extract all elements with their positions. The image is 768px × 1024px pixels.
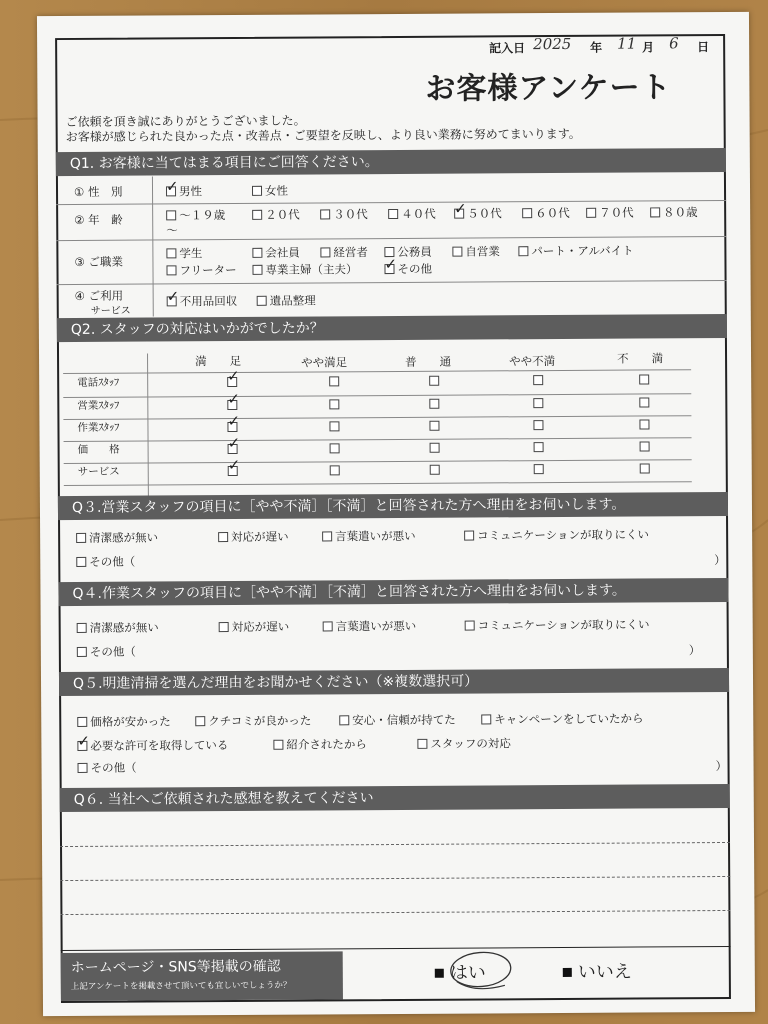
sns-consent-subtitle: 上記アンケートを掲載させて頂いても宜しいでしょうか？ xyxy=(70,980,292,992)
q2-row-label: 営業ｽﾀｯﾌ xyxy=(77,399,120,412)
option-part-time[interactable] xyxy=(518,243,633,260)
date-day: 6 xyxy=(669,34,679,53)
month-unit: 月 xyxy=(642,40,655,55)
year-unit: 年 xyxy=(590,40,603,55)
q2-rating-checkbox[interactable] xyxy=(533,398,543,408)
option-male-label: 男性 xyxy=(178,184,203,199)
q1-occupation-label: ③ ご職業 xyxy=(74,254,123,269)
option-homemaker[interactable] xyxy=(252,261,357,278)
page-title: お客様アンケート xyxy=(425,70,672,107)
checkbox-male[interactable] xyxy=(166,186,176,196)
q2-rating-checkbox[interactable] xyxy=(430,465,440,475)
option-freeter[interactable] xyxy=(166,262,236,278)
checkbox-occupation-other[interactable] xyxy=(384,264,394,274)
sns-consent-title: ホームページ・SNS等掲載の確認 xyxy=(70,958,281,976)
q3-option-unclean-label: 清潔感が無い xyxy=(89,530,159,545)
checkbox-q5-cheap[interactable] xyxy=(77,717,87,727)
q3-option-slow[interactable] xyxy=(218,529,289,545)
q5-option-campaign-label: キャンペーンをしていたから xyxy=(494,711,644,727)
checkbox-self-employed[interactable] xyxy=(452,247,462,257)
checkbox-age-50s[interactable] xyxy=(454,209,464,219)
checkbox-q5-referral[interactable] xyxy=(273,740,283,750)
q5-option-reviews[interactable] xyxy=(195,713,311,730)
q2-heading: Q2. スタッフの対応はいかがでしたか？ xyxy=(57,314,727,342)
q3-option-unclean[interactable] xyxy=(76,529,158,546)
option-estate-cleanup-label: 遺品整理 xyxy=(269,293,316,308)
checkbox-q5-trust[interactable] xyxy=(339,715,349,725)
q1-gender-label: ① 性 別 xyxy=(73,184,123,199)
option-employee[interactable] xyxy=(252,245,300,261)
q3-option-rude[interactable] xyxy=(322,528,416,545)
option-junk-removal-label: 不用品回収 xyxy=(179,293,238,309)
q4-option-other[interactable] xyxy=(77,644,136,660)
checkbox-age-80plus[interactable] xyxy=(650,207,660,217)
checkbox-q4-other[interactable] xyxy=(77,647,87,657)
q5-other-close: ） xyxy=(715,758,728,774)
q2-rating-checkbox[interactable] xyxy=(639,397,649,407)
intro-line-1: ご依頼を頂き誠にありがとうございました。 xyxy=(65,113,306,130)
option-age-60s[interactable] xyxy=(522,205,570,221)
col-dissatisfied: 不 満 xyxy=(617,351,664,366)
option-self-employed-label: 自営業 xyxy=(465,244,500,259)
checkbox-manager[interactable] xyxy=(320,247,330,257)
q5-option-other-label: その他（ xyxy=(90,760,137,775)
option-age-70s-label: ７０代 xyxy=(599,205,634,220)
col-satisfied: 満 足 xyxy=(195,353,242,369)
option-student[interactable] xyxy=(166,245,202,261)
q2-rating-checkbox[interactable] xyxy=(534,464,544,474)
q5-option-license[interactable] xyxy=(77,737,228,754)
option-age-30s-label: ３０代 xyxy=(333,207,368,222)
checkbox-q5-reviews[interactable] xyxy=(195,716,205,726)
q3-option-communication-label: コミュニケーションが取りにくい xyxy=(477,527,649,543)
q2-rating-checkbox[interactable] xyxy=(330,443,340,453)
checkbox-q3-other[interactable] xyxy=(76,557,86,567)
option-age-70s[interactable] xyxy=(586,205,634,221)
q2-rating-checkbox[interactable] xyxy=(228,444,238,454)
q2-rating-checkbox[interactable] xyxy=(430,443,440,453)
checkbox-q5-other[interactable] xyxy=(78,763,88,773)
option-age-30s[interactable] xyxy=(320,206,368,222)
q2-rating-checkbox[interactable] xyxy=(533,420,543,430)
checkbox-q5-campaign[interactable] xyxy=(481,714,491,724)
option-student-label: 学生 xyxy=(179,246,203,261)
checkbox-q5-staff[interactable] xyxy=(417,739,427,749)
sns-consent-banner xyxy=(61,951,343,1001)
col-somewhat-satisfied: やや満足 xyxy=(301,355,348,370)
q3-other-close: ） xyxy=(714,552,726,568)
q4-option-slow-label: 対応が遅い xyxy=(231,619,290,635)
no-square-icon xyxy=(563,968,572,977)
yes-square-icon xyxy=(435,969,444,978)
checkbox-homemaker[interactable] xyxy=(252,265,262,275)
option-manager[interactable] xyxy=(320,244,368,260)
q4-option-slow[interactable] xyxy=(219,619,290,635)
q1-heading: Q1. お客様に当てはまる項目にご回答ください。 xyxy=(56,148,726,176)
checkbox-age-60s[interactable] xyxy=(522,208,532,218)
q2-rating-checkbox[interactable] xyxy=(429,399,439,409)
q3-option-communication[interactable] xyxy=(464,526,649,543)
q5-option-reviews-label: クチコミが良かった xyxy=(208,713,312,729)
q5-option-campaign[interactable] xyxy=(481,710,643,727)
checkbox-age-under19[interactable] xyxy=(166,210,176,220)
q2-row-label: 作業ｽﾀｯﾌ xyxy=(77,421,120,434)
q4-option-unclean-label: 清潔感が無い xyxy=(89,620,159,635)
checkbox-employee[interactable] xyxy=(252,248,262,258)
checkbox-q5-license[interactable] xyxy=(77,741,87,751)
q2-row-label: 電話ｽﾀｯﾌ xyxy=(77,376,120,389)
option-age-50s-label: ５０代 xyxy=(467,206,502,221)
option-occupation-other-label: その他 xyxy=(397,261,433,276)
checkbox-q3-slow[interactable] xyxy=(218,532,228,542)
option-age-20s[interactable] xyxy=(252,207,300,223)
q5-option-referral[interactable] xyxy=(273,736,367,753)
survey-sheet xyxy=(37,12,755,1016)
q2-rating-checkbox[interactable] xyxy=(227,400,237,410)
q4-option-rude[interactable] xyxy=(323,618,417,635)
q3-option-slow-label: 対応が遅い xyxy=(231,529,289,545)
q2-rating-checkbox[interactable] xyxy=(227,377,237,387)
option-estate-cleanup[interactable] xyxy=(257,292,316,308)
q2-rating-checkbox[interactable] xyxy=(329,399,339,409)
option-female-label: 女性 xyxy=(264,183,289,198)
q4-option-communication-label: コミュニケーションが取りにくい xyxy=(477,617,650,633)
checkbox-q4-unclean[interactable] xyxy=(77,623,87,633)
date-label: 記入日 xyxy=(489,41,526,56)
checkbox-q3-unclean[interactable] xyxy=(76,533,86,543)
date-year: 2025 xyxy=(533,34,572,54)
sns-yes-label: はい xyxy=(449,962,486,984)
checkbox-age-30s[interactable] xyxy=(320,209,330,219)
q5-option-cheap[interactable] xyxy=(77,713,171,730)
checkbox-part-time[interactable] xyxy=(518,246,528,256)
checkbox-age-70s[interactable] xyxy=(586,208,596,218)
q1-service-label: ④ ご利用 xyxy=(74,288,124,303)
checkbox-q4-communication[interactable] xyxy=(465,621,475,631)
q2-rating-checkbox[interactable] xyxy=(640,463,650,473)
option-part-time-label: パート・アルバイト xyxy=(531,243,634,259)
q2-row-label: サービス xyxy=(77,465,120,478)
col-somewhat-dissatisfied: やや不満 xyxy=(509,354,556,369)
option-homemaker-label: 専業主婦（主夫） xyxy=(265,262,358,277)
option-age-50s[interactable] xyxy=(454,205,502,221)
q2-rating-checkbox[interactable] xyxy=(329,376,339,386)
q2-rating-checkbox[interactable] xyxy=(639,374,649,384)
q5-option-referral-label: 紹介されたから xyxy=(286,737,367,752)
option-age-under19[interactable] xyxy=(166,207,225,223)
q3-heading: Q３.営業スタッフの項目に［やや不満］［不満］と回答された方へ理由をお伺いします。 xyxy=(58,492,728,520)
option-male[interactable] xyxy=(166,183,202,199)
q4-heading: Q４.作業スタッフの項目に［やや不満］［不満］と回答された方へ理由をお伺いします。 xyxy=(58,578,728,606)
checkbox-q3-communication[interactable] xyxy=(464,531,474,541)
sns-no-label: いいえ xyxy=(577,961,632,983)
option-civil-servant-label: 公務員 xyxy=(397,244,432,259)
q6-heading: Q６. 当社へご依頼された感想を教えてください xyxy=(60,784,730,812)
option-freeter-label: フリーター xyxy=(179,262,237,278)
col-neutral: 普 通 xyxy=(405,354,452,369)
q2-row-label: 価 格 xyxy=(77,443,120,456)
q3-option-rude-label: 言葉遣いが悪い xyxy=(335,528,416,544)
checkbox-q4-slow[interactable] xyxy=(219,622,229,632)
option-age-60s-label: ６０代 xyxy=(535,205,570,221)
q4-option-communication[interactable] xyxy=(465,616,650,633)
q1-service-label-2: サービス xyxy=(90,305,131,317)
q4-other-close: ） xyxy=(688,643,701,658)
q2-rating-checkbox[interactable] xyxy=(639,419,649,429)
option-occupation-other[interactable] xyxy=(384,261,432,277)
intro-line-2: お客様が感じられた良かった点・改善点・ご要望を反映し、より良い業務に努めてまいります。 xyxy=(65,126,581,145)
q5-option-trust[interactable] xyxy=(339,712,456,729)
q3-option-other-label: その他（ xyxy=(89,554,136,569)
day-unit: 日 xyxy=(697,40,710,55)
q2-rating-checkbox[interactable] xyxy=(228,466,238,476)
option-age-20s-label: ２０代 xyxy=(265,207,300,222)
q2-rating-checkbox[interactable] xyxy=(227,422,237,432)
q5-option-trust-label: 安心・信頼が持てた xyxy=(352,712,456,728)
checkbox-freeter[interactable] xyxy=(166,265,176,275)
q2-rating-checkbox[interactable] xyxy=(429,376,439,386)
option-manager-label: 経営者 xyxy=(333,245,368,260)
q2-rating-checkbox[interactable] xyxy=(640,441,650,451)
q5-option-staff-label: スタッフの対応 xyxy=(430,736,511,751)
option-age-80plus-label: ８０歳 xyxy=(663,205,698,220)
q5-option-staff[interactable] xyxy=(417,735,511,752)
option-age-80plus[interactable] xyxy=(650,204,698,220)
q5-option-license-label: 必要な許可を取得している xyxy=(90,738,229,753)
checkbox-q3-rude[interactable] xyxy=(322,531,332,541)
q5-option-cheap-label: 価格が安かった xyxy=(90,714,171,729)
checkbox-female[interactable] xyxy=(252,186,262,196)
option-junk-removal[interactable] xyxy=(167,293,238,309)
q2-rating-checkbox[interactable] xyxy=(429,421,439,431)
checkbox-student[interactable] xyxy=(166,248,176,258)
q5-option-other[interactable] xyxy=(77,760,136,776)
checkbox-q4-rude[interactable] xyxy=(323,621,333,631)
option-age-under19-label: ～１９歳 xyxy=(179,208,226,223)
q4-option-other-label: その他（ xyxy=(89,644,136,659)
checkbox-junk-removal[interactable] xyxy=(167,296,177,306)
q4-option-unclean[interactable] xyxy=(77,619,159,636)
sns-no-option[interactable] xyxy=(563,958,632,984)
checkbox-age-20s[interactable] xyxy=(252,210,262,220)
option-age-40s[interactable] xyxy=(388,206,436,222)
option-employee-label: 会社員 xyxy=(265,245,300,260)
q4-option-rude-label: 言葉遣いが悪い xyxy=(335,618,417,634)
q5-heading: Q５.明進清掃を選んだ理由をお聞かせください（※複数選択可） xyxy=(59,668,729,696)
option-self-employed[interactable] xyxy=(452,243,500,259)
checkbox-estate-cleanup[interactable] xyxy=(257,296,267,306)
option-age-40s-label: ４０代 xyxy=(401,206,436,221)
q3-option-other[interactable] xyxy=(76,554,135,570)
q2-rating-checkbox[interactable] xyxy=(329,421,339,431)
yes-circled-mark xyxy=(445,947,523,997)
age-tilde: ～ xyxy=(166,223,178,238)
q1-age-label: ② 年 齢 xyxy=(74,212,123,227)
option-female[interactable] xyxy=(252,183,288,199)
date-month: 11 xyxy=(617,34,637,53)
checkbox-age-40s[interactable] xyxy=(388,209,398,219)
q2-rating-checkbox[interactable] xyxy=(533,375,543,385)
q2-rating-checkbox[interactable] xyxy=(534,442,544,452)
q2-rating-checkbox[interactable] xyxy=(330,465,340,475)
